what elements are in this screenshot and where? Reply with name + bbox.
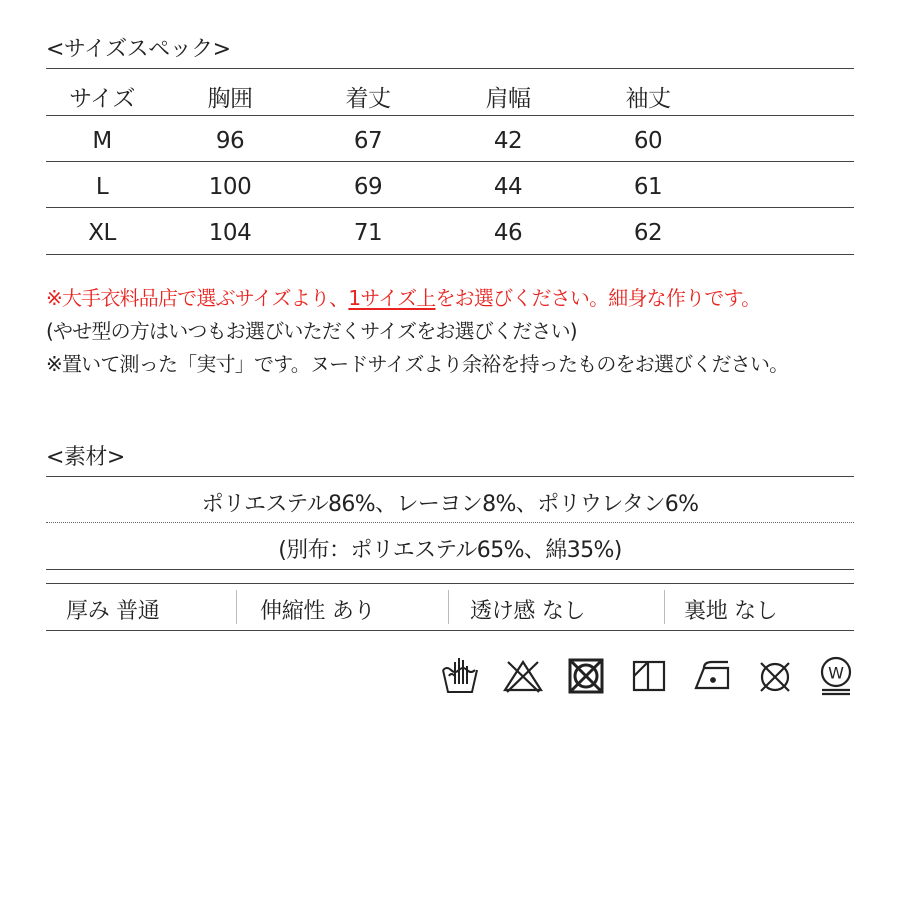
cell-sleeve: 62: [633, 220, 663, 246]
cell-size: XL: [88, 220, 116, 246]
slim-note: (やせ型の方はいつもお選びいただくサイズをお選びください): [46, 319, 577, 343]
cell-size: L: [95, 174, 109, 200]
size-advice-emphasis: 1サイズ上: [348, 286, 436, 310]
measurement-note: ※置いて測った「実寸」です。ヌードサイズより余裕を持ったものをお選びください。: [46, 352, 789, 376]
material-bottom-rule: [46, 569, 854, 570]
cell-sleeve: 61: [633, 174, 663, 200]
property-label: 裏地: [684, 599, 728, 624]
no-tumble-dry-icon: [566, 652, 606, 696]
properties-top-rule: [46, 583, 854, 584]
table-rule: [46, 161, 854, 162]
property-label: 透け感: [470, 599, 536, 624]
material-title: <素材>: [46, 445, 125, 470]
cell-shoulder: 46: [493, 220, 523, 246]
table-top-rule: [46, 68, 854, 69]
header-sleeve: 袖丈: [625, 86, 671, 112]
material-top-rule: [46, 476, 854, 477]
cell-sleeve: 60: [633, 128, 663, 154]
material-subfabric: (別布：ポリエステル65%、綿35%): [278, 538, 622, 563]
no-bleach-icon: [503, 652, 543, 696]
header-chest: 胸囲: [207, 86, 253, 112]
size-advice-prefix: ※大手衣料品店で選ぶサイズより、: [46, 286, 349, 310]
material-dotted-rule: [46, 522, 854, 523]
cell-shoulder: 44: [493, 174, 523, 200]
cell-length: 67: [353, 128, 383, 154]
header-length: 着丈: [345, 86, 391, 112]
cell-chest: 96: [215, 128, 245, 154]
property-value: なし: [541, 599, 586, 624]
cell-size: M: [92, 128, 112, 154]
size-advice-suffix: をお選びください。細身な作りです。: [435, 286, 761, 310]
property-label: 伸縮性: [260, 599, 326, 624]
material-composition: ポリエステル86%、レーヨン8%、ポリウレタン6%: [201, 492, 699, 517]
table-rule: [46, 207, 854, 208]
property-thickness: [66, 594, 160, 625]
property-label: 厚み: [66, 599, 110, 624]
size-advice-note: [46, 282, 760, 311]
wet-clean-letter: W: [828, 663, 844, 683]
property-separator: [448, 590, 449, 624]
size-spec-title: <サイズスペック>: [46, 37, 231, 62]
header-size: サイズ: [69, 86, 135, 112]
no-dry-clean-icon: [755, 652, 795, 696]
property-value: あり: [331, 599, 376, 624]
header-shoulder: 肩幅: [485, 86, 531, 112]
table-rule: [46, 115, 854, 116]
property-separator: [664, 590, 665, 624]
hand-wash-icon: [440, 652, 480, 696]
property-stretch: [260, 594, 375, 625]
shade-drip-dry-icon: [629, 652, 669, 696]
property-lining: [684, 594, 778, 625]
cell-length: 71: [353, 220, 383, 246]
cell-shoulder: 42: [493, 128, 523, 154]
iron-low-icon: [692, 652, 732, 696]
properties-bottom-rule: [46, 630, 854, 631]
property-separator: [236, 590, 237, 624]
property-value: 普通: [116, 599, 160, 624]
property-sheerness: [470, 594, 585, 625]
table-bottom-rule: [46, 254, 854, 255]
cell-chest: 100: [208, 174, 252, 200]
property-value: なし: [734, 599, 778, 624]
cell-chest: 104: [208, 220, 252, 246]
cell-length: 69: [353, 174, 383, 200]
wet-clean-icon: [816, 652, 856, 696]
